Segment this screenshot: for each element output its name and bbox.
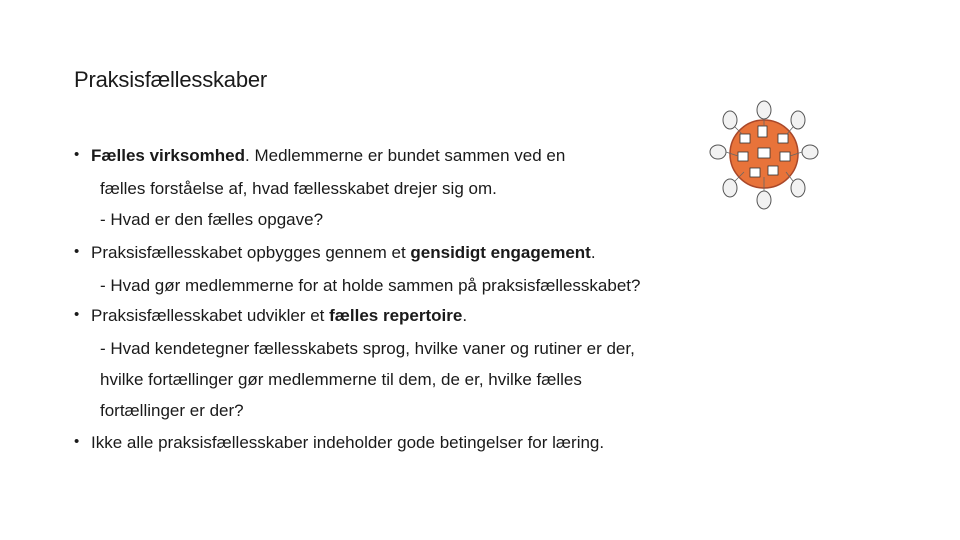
bullet-3-sub-2: hvilke fortællinger gør medlemmerne til dem, de er, hvilke fælles bbox=[100, 370, 582, 389]
bullet-dot: • bbox=[74, 243, 80, 260]
bullet-3-text: Praksisfællesskabet udvikler et bbox=[91, 306, 330, 325]
bullet-1-sub-1: - Hvad er den fælles opgave? bbox=[100, 210, 324, 229]
bullet-3-sub-1: - Hvad kendetegner fællesskabets sprog, hvilke vaner og rutiner er der, bbox=[100, 339, 635, 358]
bullet-1-continuation: fælles forståelse af, hvad fællesskabet drejer sig om. bbox=[100, 179, 497, 198]
bullet-2 bbox=[74, 243, 596, 263]
bullet-4-text: Ikke alle praksisfællesskaber indeholder gode betingelser for læring. bbox=[91, 433, 605, 452]
bullet-2-sub-1: - Hvad gør medlemmerne for at holde sammen på praksisfællesskabet? bbox=[100, 276, 641, 295]
bullet-1-text: . Medlemmerne er bundet sammen ved en bbox=[245, 146, 566, 165]
slide-title: Praksisfællesskaber bbox=[74, 67, 268, 92]
bullet-4 bbox=[74, 433, 604, 453]
bullet-2-text: Praksisfællesskabet opbygges gennem et bbox=[91, 243, 411, 262]
bullet-3-end: . bbox=[462, 306, 468, 325]
bullet-dot: • bbox=[74, 146, 80, 163]
bullet-3 bbox=[74, 306, 467, 326]
bullet-3-bold: fælles repertoire bbox=[329, 306, 463, 325]
bullet-2-end: . bbox=[590, 243, 596, 262]
bullet-dot: • bbox=[74, 433, 80, 450]
bullet-1-bold: Fælles virksomhed bbox=[91, 146, 246, 165]
bullet-3-sub-3: fortællinger er der? bbox=[100, 401, 244, 420]
bullet-dot: • bbox=[74, 306, 80, 323]
bullet-1 bbox=[74, 146, 565, 166]
community-circle-illustration bbox=[700, 96, 828, 218]
bullet-2-bold: gensidigt engagement bbox=[410, 243, 591, 262]
